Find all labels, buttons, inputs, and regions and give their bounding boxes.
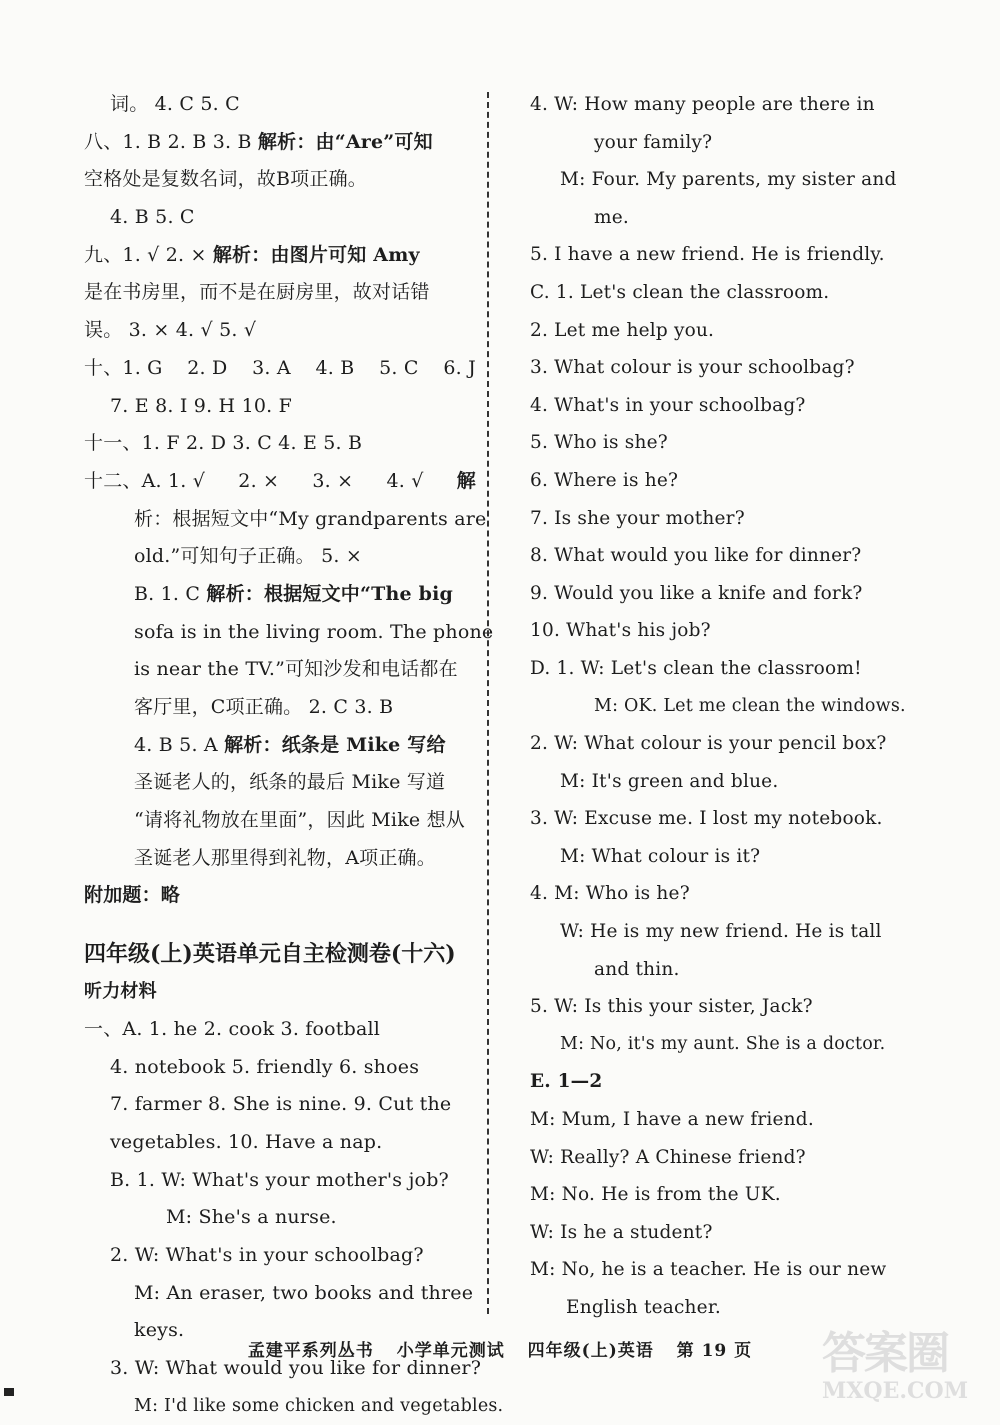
text-line: 6. Where is he? (530, 469, 679, 491)
footer-series: 孟建平系列丛书 (247, 1341, 374, 1361)
text-line: W: Is he a student? (530, 1221, 713, 1243)
text-line: M: No, he is a teacher. He is our new (530, 1259, 887, 1281)
text-line: 2. Let me help you. (530, 319, 715, 341)
text-line: is near the TV.”可知沙发和电话都在 (134, 658, 458, 681)
text-line: 一、A. 1. he 2. cook 3. football (84, 1017, 381, 1040)
text-line: 7. farmer 8. She is nine. 9. Cut the (110, 1093, 452, 1116)
text-line: M: No, it's my aunt. She is a doctor. (560, 1033, 886, 1054)
text-line: 八、1. B 2. B 3. B 解析：由“Are”可知 (84, 130, 433, 153)
footer-grade: 四年级(上)英语 (527, 1341, 654, 1361)
text-line: M: No. He is from the UK. (530, 1184, 781, 1206)
text-line: D. 1. W: Let's clean the classroom! (530, 657, 862, 679)
text-line: M: What colour is it? (560, 845, 761, 867)
text-line: sofa is in the living room. The phone (134, 620, 494, 643)
footer-page-number: 第 19 页 (676, 1341, 753, 1361)
text-line: 3. W: What would you like for dinner? (110, 1357, 482, 1379)
text-line: E. 1—2 (530, 1071, 603, 1093)
text-line: M: It's green and blue. (560, 770, 779, 792)
footer-book: 小学单元测试 (396, 1341, 505, 1361)
text-line: vegetables. 10. Have a nap. (110, 1130, 383, 1153)
text-line: 析：根据短文中“My grandparents are (134, 507, 487, 530)
text-line: “请将礼物放在里面”，因此 Mike 想从 (134, 809, 465, 832)
text-line: M: An eraser, two books and three (134, 1281, 474, 1304)
text-line: 7. E 8. I 9. H 10. F (110, 394, 293, 417)
watermark-logo: 答案圈 (822, 1328, 948, 1379)
text-line: 词。 4. C 5. C (110, 93, 240, 115)
text-line: keys. (134, 1319, 185, 1342)
text-line: 2. W: What's in your schoolbag? (110, 1243, 424, 1266)
text-line: 4. M: Who is he? (530, 883, 690, 905)
text-line: B. 1. C 解析：根据短文中“The big (134, 582, 453, 605)
text-line: M: Mum, I have a new friend. (530, 1109, 814, 1131)
watermark (822, 1330, 982, 1410)
text-line: old.”可知句子正确。 5. × (134, 545, 362, 568)
text-line: W: He is my new friend. He is tall (560, 921, 882, 943)
text-line: 圣诞老人的，纸条的最后 Mike 写道 (134, 771, 446, 794)
section-subtitle: 听力材料 (84, 981, 157, 1003)
column-divider (487, 92, 489, 1314)
text-line: 2. W: What colour is your pencil box? (530, 733, 887, 755)
text-line: 3. What colour is your schoolbag? (530, 357, 855, 379)
text-line: 3. W: Excuse me. I lost my notebook. (530, 808, 883, 830)
text-line: 十二、A. 1. √ 2. × 3. × 4. √ 解 (84, 469, 476, 492)
text-line: 十、1. G 2. D 3. A 4. B 5. C 6. J (84, 356, 476, 379)
text-line: and thin. (594, 958, 680, 980)
text-line: M: I'd like some chicken and vegetables. (134, 1395, 504, 1416)
text-line: M: OK. Let me clean the windows. (594, 695, 906, 716)
text-line: 5. I have a new friend. He is friendly. (530, 244, 885, 266)
text-line: C. 1. Let's clean the classroom. (530, 281, 830, 303)
text-line: 附加题：略 (84, 884, 181, 907)
left-column (84, 86, 504, 1425)
text-line: 十一、1. F 2. D 3. C 4. E 5. B (84, 432, 363, 455)
text-line: M: She's a nurse. (166, 1206, 337, 1229)
text-line: 4. What's in your schoolbag? (530, 394, 806, 416)
text-line: 圣诞老人那里得到礼物，A项正确。 (134, 846, 436, 869)
text-line: 误。 3. × 4. √ 5. √ (84, 319, 257, 342)
section-title: 四年级(上)英语单元自主检测卷(十六) (84, 941, 456, 968)
text-line: 7. Is she your mother? (530, 507, 745, 529)
right-column (530, 86, 906, 1327)
text-line: me. (594, 206, 629, 228)
text-line: 4. W: How many people are there in (530, 94, 875, 115)
text-line: 9. Would you like a knife and fork? (530, 582, 863, 604)
text-line: M: Four. My parents, my sister and (560, 169, 897, 191)
text-line: 5. W: Is this your sister, Jack? (530, 996, 813, 1018)
text-line: 4. B 5. C (110, 206, 195, 229)
text-line: 5. Who is she? (530, 432, 668, 454)
watermark-url: MXQE.COM (822, 1378, 969, 1404)
text-line: your family? (594, 131, 713, 153)
text-line: 空格处是复数名词，故B项正确。 (84, 168, 367, 191)
text-line: 4. notebook 5. friendly 6. shoes (110, 1055, 420, 1078)
text-line: 10. What's his job? (530, 620, 711, 642)
text-line: 客厅里，C项正确。 2. C 3. B (134, 696, 394, 718)
text-line: W: Really? A Chinese friend? (530, 1146, 806, 1168)
text-line: B. 1. W: What's your mother's job? (110, 1168, 449, 1191)
text-line: 九、1. √ 2. × 解析：由图片可知 Amy (84, 243, 420, 266)
text-line: 是在书房里，而不是在厨房里，故对话错 (84, 281, 430, 304)
text-line: 4. B 5. A 解析：纸条是 Mike 写给 (134, 733, 446, 756)
text-line: English teacher. (566, 1297, 721, 1318)
corner-mark (4, 1388, 14, 1396)
text-line: 8. What would you like for dinner? (530, 545, 862, 567)
